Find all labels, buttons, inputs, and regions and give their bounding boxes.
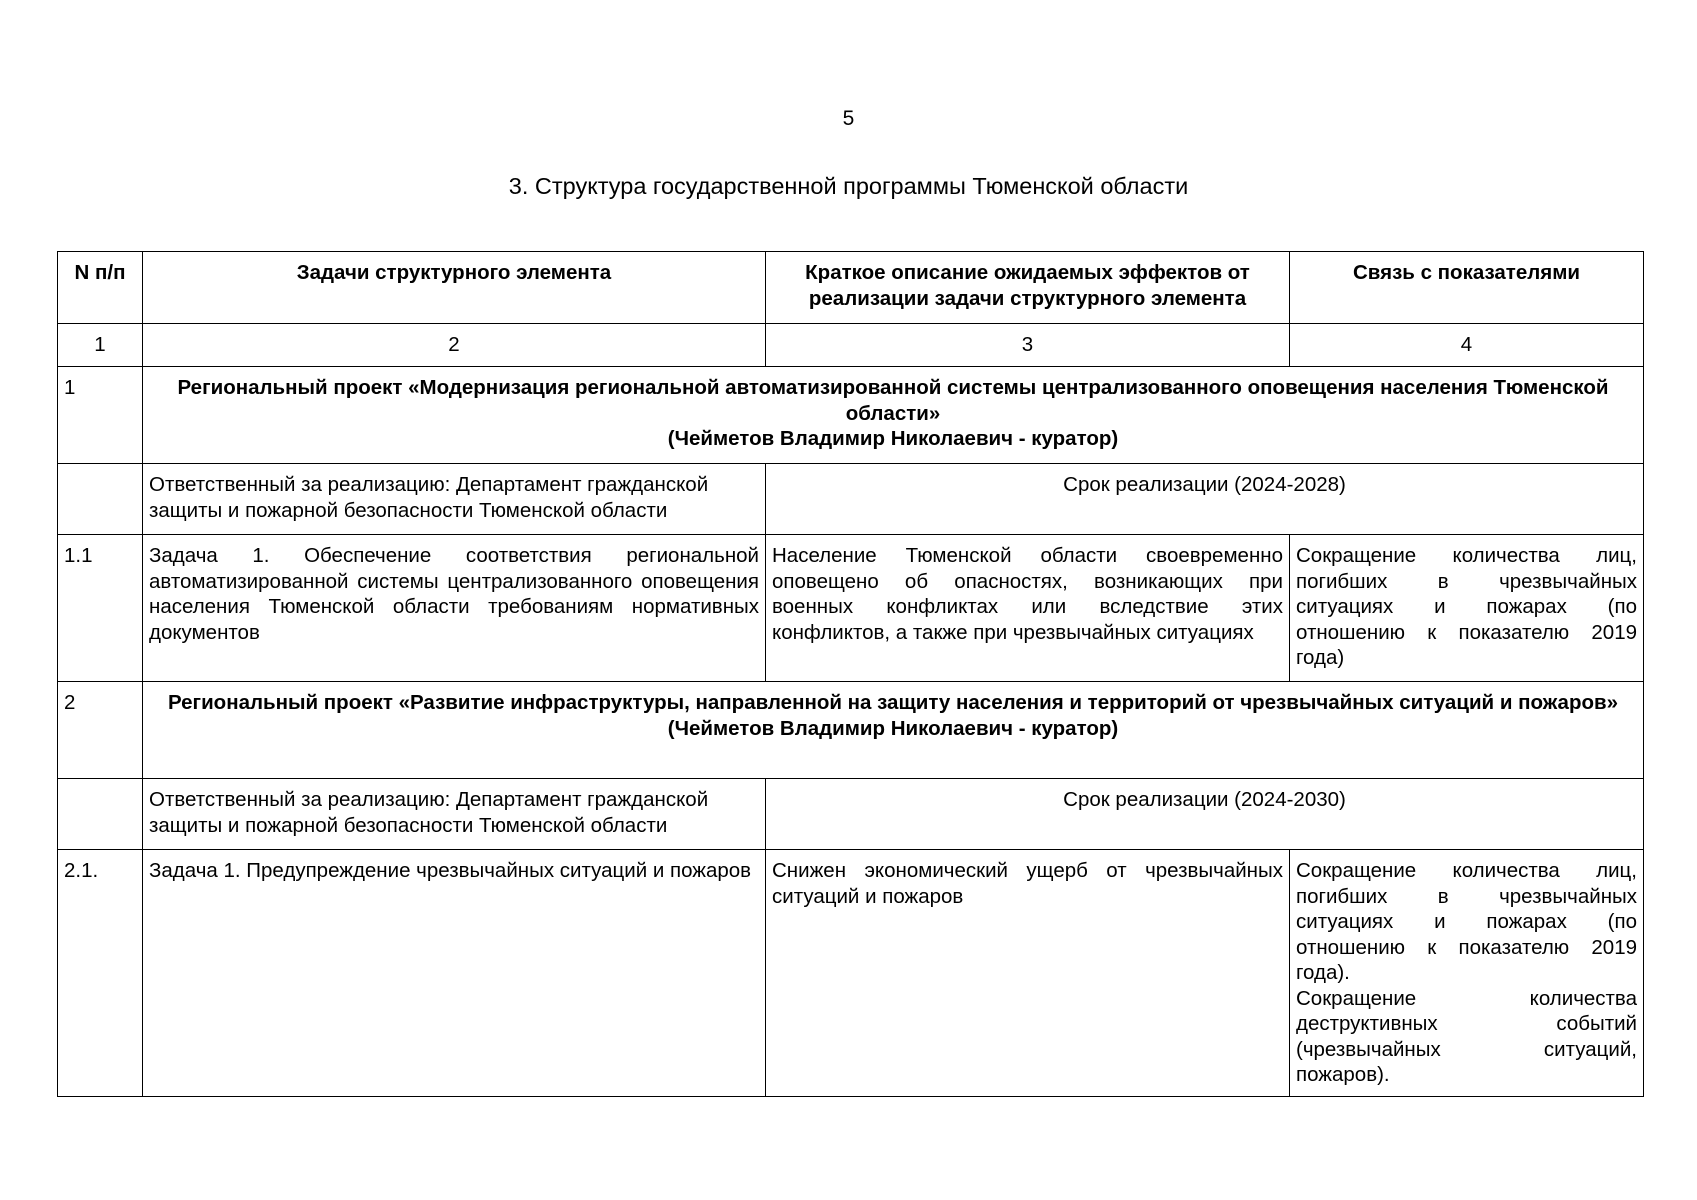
implementation-term: Срок реализации (2024-2028): [766, 464, 1644, 535]
empty-cell: [58, 464, 143, 535]
responsible-department: Ответственный за реализацию: Департамент гражданской защиты и пожарной безопасности Тюменской области: [143, 464, 766, 535]
project-title: Региональный проект «Развитие инфраструктуры, направленной на защиту населения и территорий от чрезвычайных ситуаций и пожаров»: [167, 691, 1619, 714]
task-number: 2.1.: [58, 850, 143, 1097]
task-indicators: [1290, 850, 1644, 1097]
project-number: 2: [58, 682, 143, 779]
implementation-term: Срок реализации (2024-2030): [766, 779, 1644, 850]
header-tasks: Задачи структурного элемента: [143, 252, 766, 324]
page-number: 5: [842, 107, 855, 130]
header-indicators: Связь с показателями: [1290, 252, 1644, 324]
table-header-row: [58, 252, 1644, 324]
project-title: Региональный проект «Модернизация региональной автоматизированной системы централизованного оповещения населения Тюменской области»: [177, 376, 1609, 425]
project-curator: (Чейметов Владимир Николаевич - куратор): [667, 427, 1119, 450]
column-number: 2: [143, 324, 766, 367]
indicator-text: Сокращение количества деструктивных событий (чрезвычайных ситуаций, пожаров).: [1296, 986, 1637, 1086]
task-row: [58, 850, 1644, 1097]
header-effects: Краткое описание ожидаемых эффектов от реализации задачи структурного элемента: [766, 252, 1290, 324]
project-heading: [143, 682, 1644, 779]
project-row: [58, 682, 1644, 779]
column-number-row: [58, 324, 1644, 367]
column-number: 1: [58, 324, 143, 367]
responsible-department: Ответственный за реализацию: Департамент гражданской защиты и пожарной безопасности Тюменской области: [143, 779, 766, 850]
project-heading: [143, 367, 1644, 464]
task-row: [58, 535, 1644, 682]
task-description: Задача 1. Предупреждение чрезвычайных ситуаций и пожаров: [143, 850, 766, 1097]
responsible-row: [58, 464, 1644, 535]
column-number: 3: [766, 324, 1290, 367]
document-title: 3. Структура государственной программы Тюменской области: [508, 173, 1189, 199]
project-number: 1: [58, 367, 143, 464]
task-number: 1.1: [58, 535, 143, 682]
indicator-text: Сокращение количества лиц, погибших в чрезвычайных ситуациях и пожарах (по отношению к показателю 2019 года).: [1296, 859, 1637, 984]
task-effect: Снижен экономический ущерб от чрезвычайных ситуаций и пожаров: [766, 850, 1290, 1097]
task-description: Задача 1. Обеспечение соответствия региональной автоматизированной системы централизованного оповещения населения Тюменской области требованиям нормативных документов: [143, 535, 766, 682]
header-number: N п/п: [58, 252, 143, 324]
project-row: [58, 367, 1644, 464]
indicator-text: Сокращение количества лиц, погибших в чрезвычайных ситуациях и пожарах (по отношению к показателю 2019 года): [1296, 544, 1637, 669]
responsible-row: [58, 779, 1644, 850]
task-indicators: [1290, 535, 1644, 682]
program-structure-table: [57, 251, 1644, 1097]
project-curator: (Чейметов Владимир Николаевич - куратор): [667, 716, 1119, 740]
empty-cell: [58, 779, 143, 850]
column-number: 4: [1290, 324, 1644, 367]
task-effect: Население Тюменской области своевременно оповещено об опасностях, возникающих при военных конфликтах или вследствие этих конфликтов, а также при чрезвычайных ситуациях: [766, 535, 1290, 682]
